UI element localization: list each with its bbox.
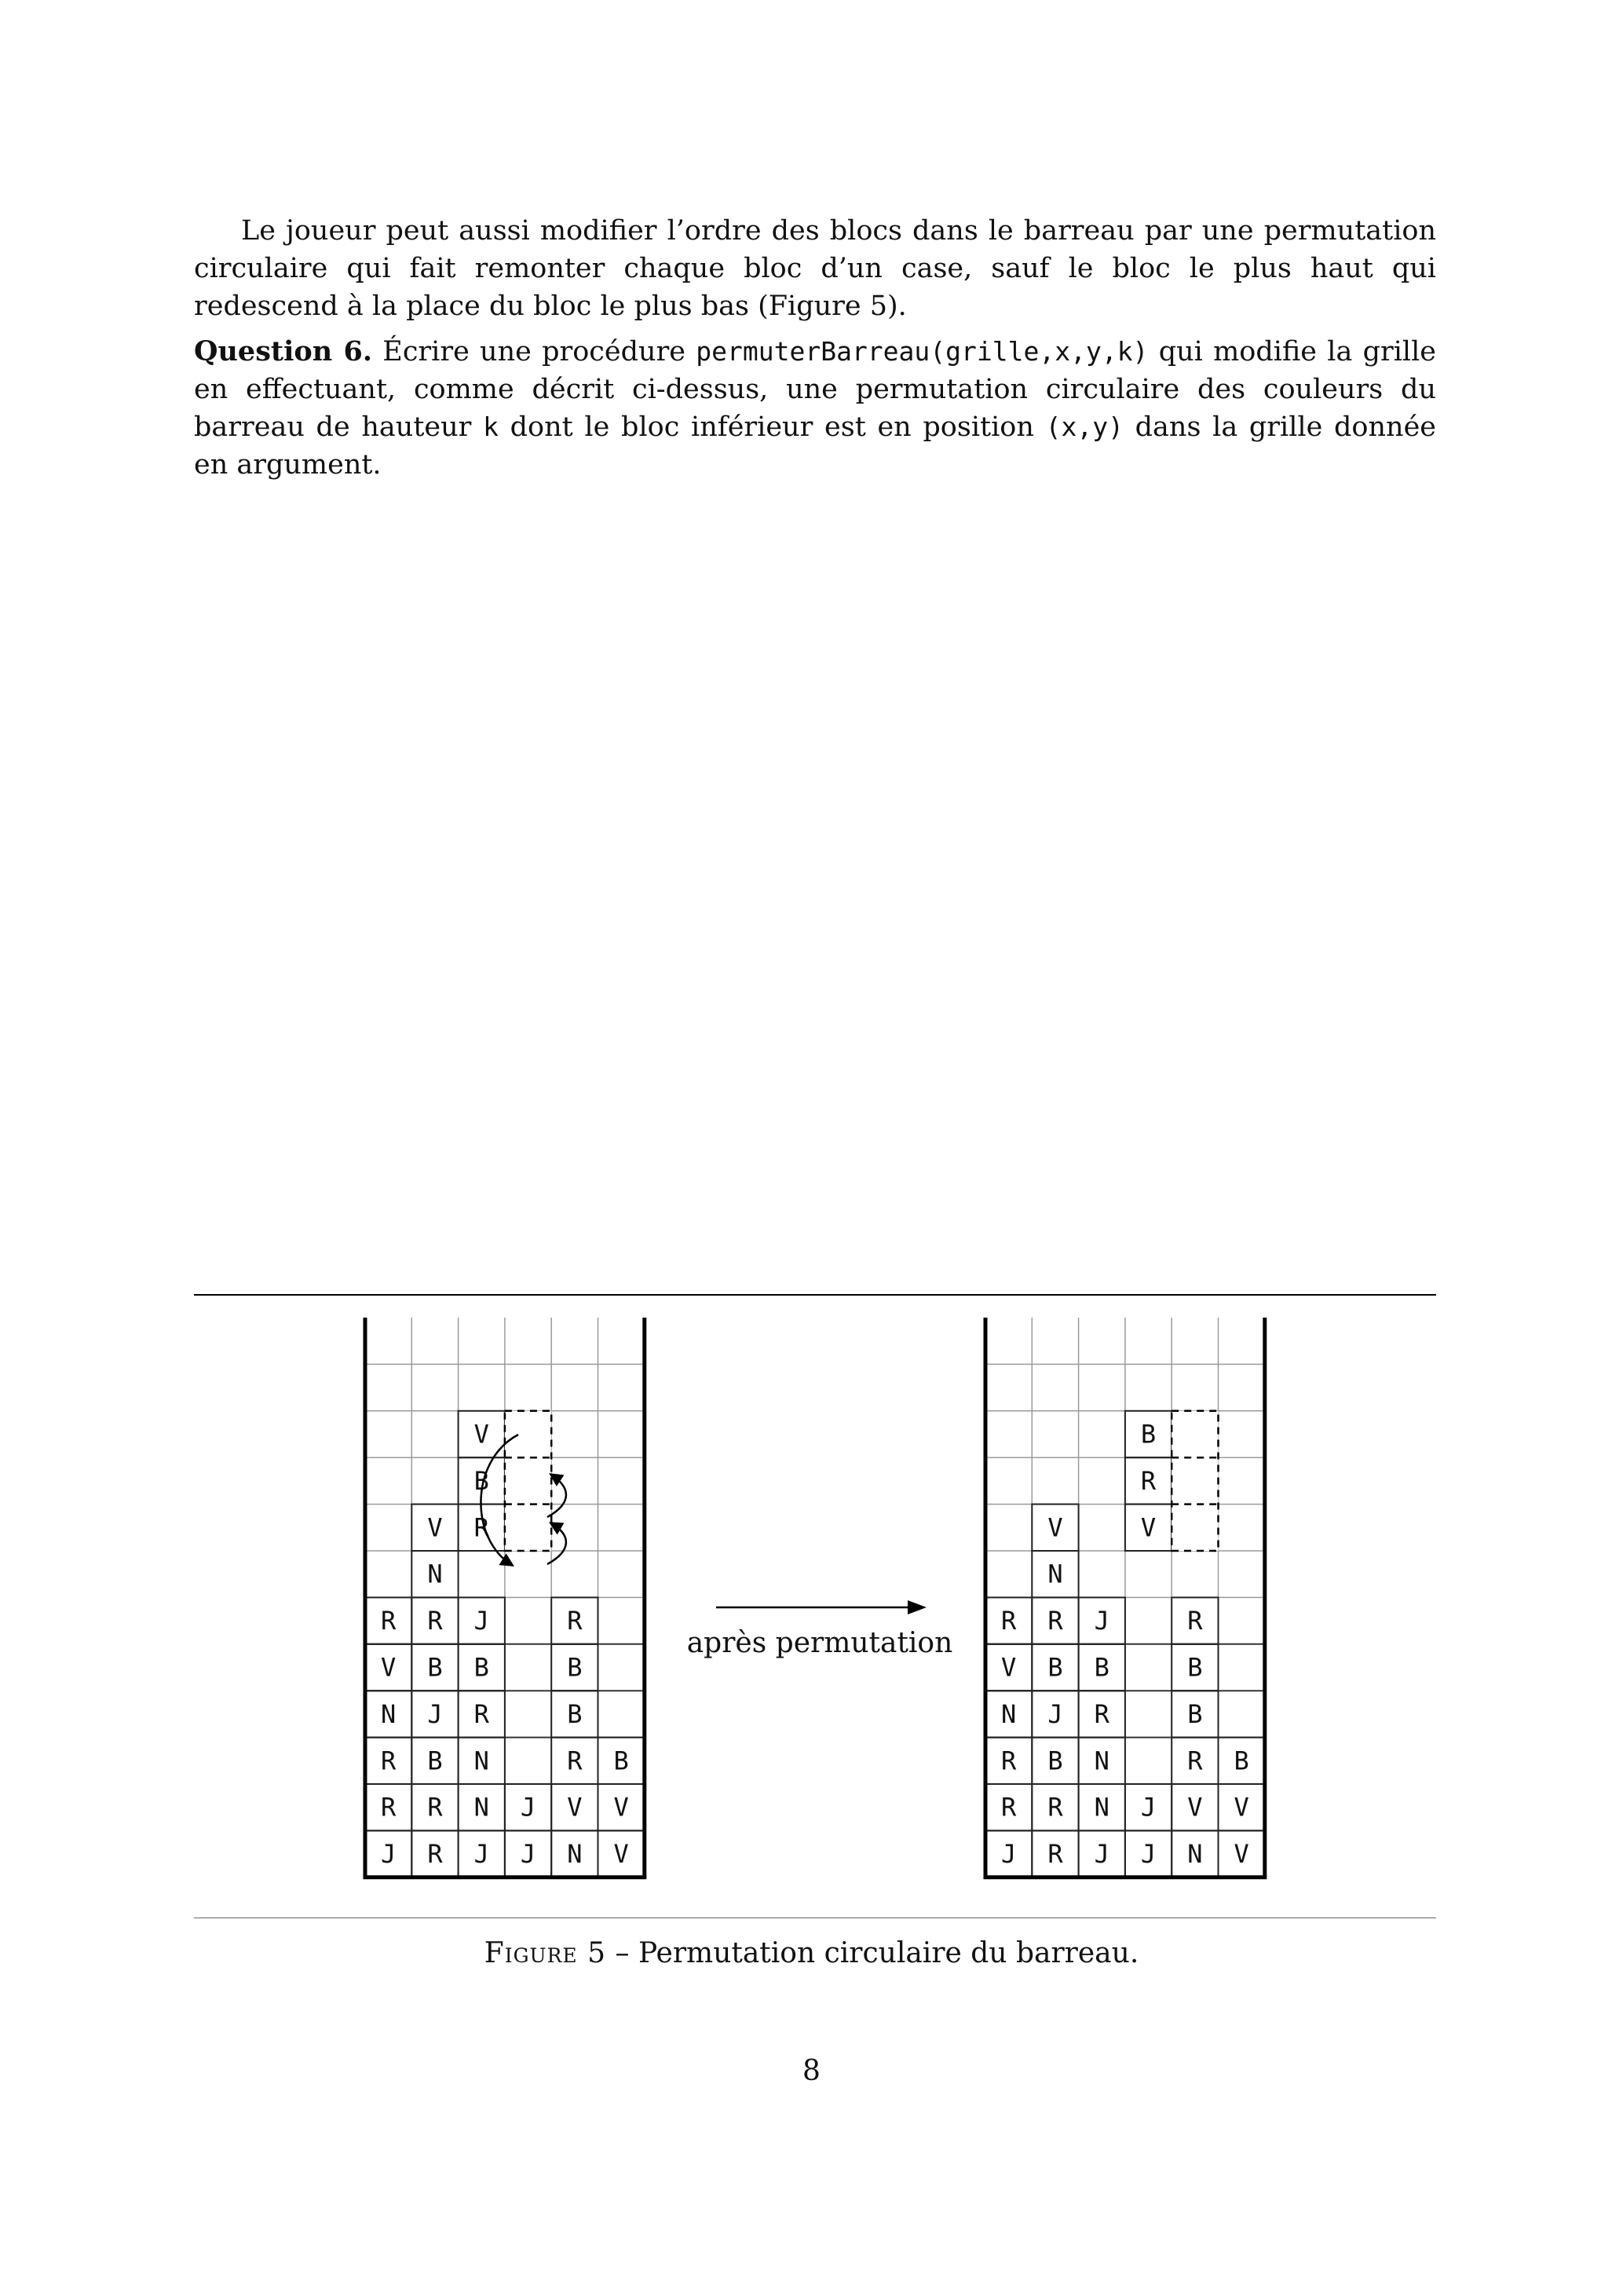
before-cell-letter: N [381,1698,397,1729]
before-cell-letter: J [520,1839,536,1870]
before-cell-letter: B [613,1746,629,1776]
caption-separator: – [606,1937,638,1969]
after-cell-letter: R [1187,1606,1203,1636]
after-cell-letter: J [1094,1606,1109,1636]
before-cell-letter: J [427,1698,443,1729]
permutation-arrow-head [908,1600,927,1614]
after-cell-letter: R [1047,1792,1063,1823]
after-cell-letter: R [1140,1465,1157,1496]
after-barreau-highlight [1172,1411,1218,1551]
grid-before [364,1318,647,1877]
procedure-signature: permuterBarreau(grille,x,y,k) [696,336,1149,367]
after-cell-letter: J [1140,1839,1157,1870]
before-cell-letter: R [567,1606,583,1636]
question-label: Question 6. [194,335,373,367]
before-cell-letter: B [567,1698,583,1729]
after-cell-letter: J [1140,1792,1157,1823]
before-cell-letter: V [427,1512,443,1543]
before-cell-letter: V [567,1792,583,1823]
before-cell-letter: N [473,1792,489,1823]
after-cell-letter: R [1047,1606,1063,1636]
question-text-a: Écrire une procédure [372,336,696,367]
after-cell-letter: R [1094,1698,1109,1729]
after-cell-letter: J [1047,1698,1063,1729]
after-cell-letter: V [1234,1839,1249,1870]
after-cell-letter: R [1047,1839,1063,1870]
before-cell-letter: J [381,1839,397,1870]
before-cell-letter: R [427,1839,443,1870]
after-cell-letter: R [1001,1792,1017,1823]
after-cell-letter: V [1047,1512,1063,1543]
before-cell-letter: B [473,1652,489,1683]
caption-text: Permutation circulaire du barreau. [638,1937,1139,1969]
question-text-d: dans la grille donnée en argument. [194,411,1436,481]
before-cell-letter: J [473,1839,489,1870]
before-cell-letter: R [473,1698,489,1729]
after-cell-letter: R [1001,1606,1017,1636]
after-cell-letter: V [1001,1652,1017,1683]
intro-paragraph: Le joueur peut aussi modifier l’ordre des blocs dans le barreau par une permutation circulaire qui fait remonter chaque bloc d’un case, sauf le bloc le plus haut qui redescend à la place du bloc le plus bas (Figure 5). [194,215,1436,322]
after-cell-letter: V [1234,1792,1249,1823]
before-cell-letter: B [427,1652,443,1683]
after-cell-letter: R [1187,1746,1203,1776]
after-cell-letter: B [1187,1652,1203,1683]
question-text-c: dont le bloc inférieur est en position [498,411,1046,443]
caption-label: Figure 5 [484,1937,607,1969]
before-cell-letter: B [567,1652,583,1683]
after-cell-letter: V [1187,1792,1203,1823]
before-cell-letter: R [427,1606,443,1636]
before-cell-letter: R [381,1746,397,1776]
figure-caption [0,1937,1623,1969]
before-cell-letter: R [427,1792,443,1823]
before-cell-letter: J [520,1792,536,1823]
before-cell-letter: V [381,1652,397,1683]
before-cell-letter: V [473,1419,489,1450]
after-cell-letter: N [1187,1839,1203,1870]
after-cell-letter: N [1001,1698,1017,1729]
before-cell-letter: J [473,1606,489,1636]
after-cell-letter: B [1047,1652,1063,1683]
before-cell-letter: R [473,1512,489,1543]
after-cell-letter: B [1094,1652,1109,1683]
before-cell-letter: B [473,1465,489,1496]
after-cell-letter: B [1140,1419,1157,1450]
before-cell-letter: N [473,1746,489,1776]
before-cell-letter: R [381,1606,397,1636]
after-cell-letter: R [1001,1746,1017,1776]
after-cell-letter: B [1187,1698,1203,1729]
question-text-b: qui modifie la grille en effectuant, comme décrit ci-dessus, une permutation circulaire des couleurs du barreau de hauteur [194,336,1436,443]
before-cell-letter: N [567,1839,583,1870]
after-cell-letter: B [1234,1746,1249,1776]
after-cell-letter: B [1047,1746,1063,1776]
before-cell-letter: V [613,1792,629,1823]
before-cell-letter: V [613,1839,629,1870]
before-cell-letter: R [567,1746,583,1776]
before-cell-letter: B [427,1746,443,1776]
after-cell-letter: N [1094,1746,1109,1776]
before-cell-letter: R [381,1792,397,1823]
after-cell-letter: N [1047,1559,1063,1589]
grid-after [984,1318,1267,1877]
code-xy: (x,y) [1045,411,1124,442]
after-cell-letter: J [1001,1839,1017,1870]
page-number: 8 [802,2055,821,2087]
before-barreau-highlight [505,1411,551,1551]
after-cell-letter: J [1094,1839,1109,1870]
after-cell-letter: V [1140,1512,1157,1543]
before-cell-letter: N [427,1559,443,1589]
code-k: k [483,411,499,442]
arrow-label: après permutation [686,1627,953,1659]
after-cell-letter: N [1094,1792,1109,1823]
